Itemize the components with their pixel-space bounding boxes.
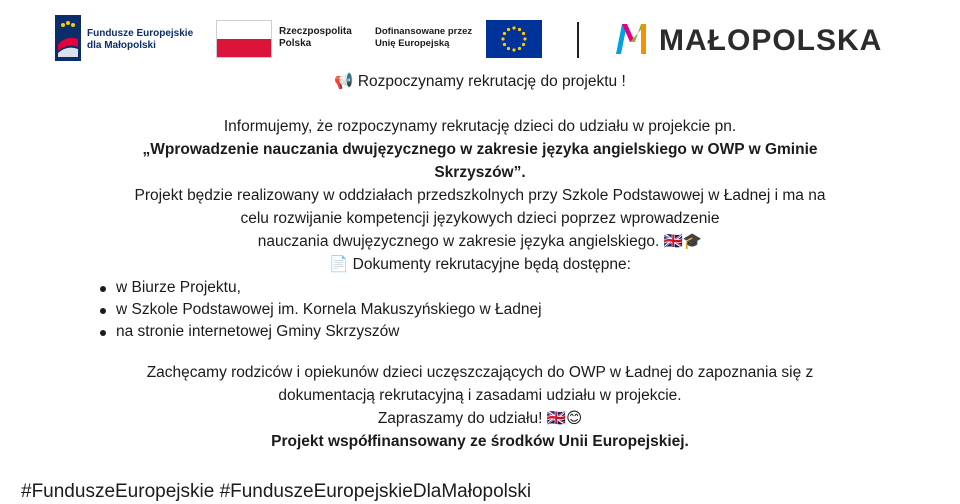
megaphone-icon: 📢 [334,73,354,90]
eu-star [522,43,525,46]
heading [0,70,960,93]
document-locations-list [98,277,960,343]
fe-line1: Fundusze Europejskie [87,28,194,39]
eu-cofinanced-text [375,26,472,50]
eu-star [512,48,515,51]
uk-flag-graduation-cap-icon: 🇬🇧🎓 [663,233,703,250]
documents-heading-text: Dokumenty rekrutacyjne będą dostępne: [352,256,631,273]
eu-star [523,37,526,40]
invite-text: Zapraszamy do udziału! [377,410,543,427]
list-item: na stronie internetowej Gminy Skrzyszów [98,321,960,343]
intro-text: Informujemy, że rozpoczynamy rekrutację dzieci do udziału w projekcie pn. [223,118,737,135]
encourage-line2: dokumentacją rekrutacyjną i zasadami udziału w projekcie. [278,387,682,404]
logo-bar [0,0,960,70]
eu-star [518,47,521,50]
eu-star [507,28,510,31]
fundusze-europejskie-text [87,28,193,52]
uk-flag-smile-icon: 🇬🇧😊 [546,410,583,427]
project-title-line1: „Wprowadzenie nauczania dwujęzycznego w zakresie języka angielskiego w OWP w Gminie [142,141,818,158]
eu-star [507,47,510,50]
list-item: w Szkole Podstawowej im. Kornela Makuszyńskiego w Ładnej [98,299,960,321]
heading-text: Rozpoczynamy rekrutację do projektu ! [357,73,626,90]
ue-line2: Unię Europejską [375,38,450,49]
rzeczpospolita-text [279,26,352,50]
malopolska-logo [613,20,883,60]
eu-star [512,26,515,29]
documents-heading [0,253,960,276]
rzeczpospolita-logo [216,20,366,60]
spacer [0,93,960,111]
eu-flag-icon [486,20,542,58]
eu-star [501,37,504,40]
document-icon: 📄 [329,256,349,273]
eu-star [503,32,506,35]
description-line2: celu rozwijanie kompetencji językowych dzieci poprzez wprowadzenie [240,210,720,227]
fe-line2: dla Małopolski [87,40,156,51]
list-item: w Biurze Projektu, [98,277,960,299]
logo-separator [577,22,579,58]
malopolska-text: MAŁOPOLSKA [659,24,883,57]
fundusze-europejskie-logo [55,15,205,63]
hashtags: #FunduszeEuropejskie #FunduszeEuropejskieDlaMałopolski [21,481,532,502]
eu-cofinanced-logo [375,20,545,60]
fundusze-europejskie-mark-icon [55,15,81,61]
description-line3-text: nauczania dwujęzycznego w zakresie języka angielskiego. [257,233,660,250]
encourage-line1: Zachęcamy rodziców i opiekunów dzieci uczęszczających do OWP w Ładnej do zapoznania się z [146,364,814,381]
project-title-line2: Skrzyszów”. [434,164,526,181]
eu-star [503,43,506,46]
malopolska-mark-icon [613,20,651,58]
announcement [0,70,960,453]
spacer [0,343,960,361]
description-line3 [0,230,960,253]
cofinanced-note: Projekt współfinansowany ze środków Unii Europejskiej. [271,433,689,450]
invite [0,407,960,430]
ue-line1: Dofinansowane przez [375,26,473,37]
eu-star [518,28,521,31]
rp-line1: Rzeczpospolita [279,26,352,37]
rp-line2: Polska [279,38,312,49]
eu-star [522,32,525,35]
poland-flag-icon [216,20,272,58]
description-line1: Projekt będzie realizowany w oddziałach przedszkolnych przy Szkole Podstawowej w Ładnej i ma na [134,187,826,204]
